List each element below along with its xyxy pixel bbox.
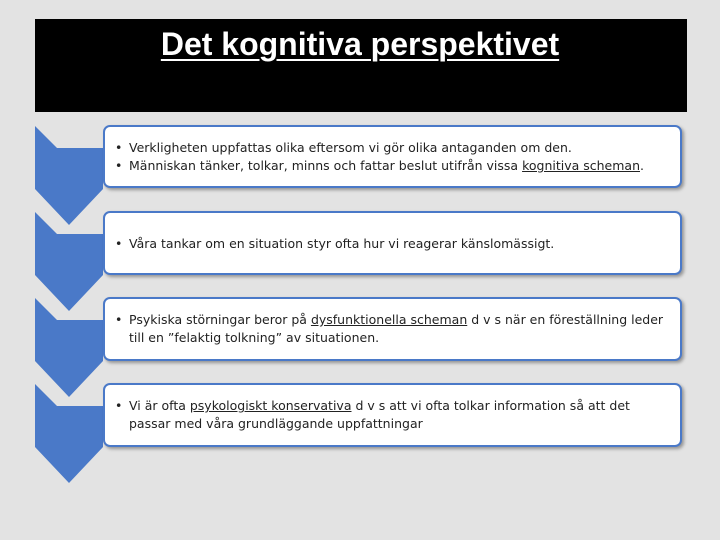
bullet-item (115, 157, 670, 175)
card-1 (103, 125, 682, 188)
underlined-term: psykologiskt konservativa (189, 398, 352, 413)
bullet-item (115, 235, 670, 253)
bullet-text: Psykiska störningar beror på (129, 312, 311, 327)
card-4 (103, 383, 682, 447)
bullet-text: . (640, 158, 644, 173)
card-3 (103, 297, 682, 361)
chevron-3 (35, 298, 103, 397)
bullet-text: Människan tänker, tolkar, minns och fattar beslut utifrån vissa (129, 158, 523, 173)
bullet-text: Våra tankar om en situation styr ofta hur vi reagerar känslomässigt. (129, 236, 555, 251)
bullet-item (115, 397, 670, 433)
bullet-item (115, 139, 670, 157)
card-2 (103, 211, 682, 275)
underlined-term: dysfunktionella scheman (310, 312, 468, 327)
underlined-term: kognitiva scheman (522, 158, 640, 173)
slide-title: Det kognitiva perspektivet (160, 26, 560, 62)
chevron-1 (35, 126, 103, 225)
chevron-2 (35, 212, 103, 311)
bullet-text: d v s när en föreställning leder till en ”felaktig tolkning” av situationen. (129, 312, 664, 345)
bullet-text: d v s att vi ofta tolkar information så att det passar med våra grundläggande uppfattningar (129, 398, 630, 431)
bullet-item (115, 311, 670, 347)
chevron-4 (35, 384, 103, 483)
bullet-text: Vi är ofta (129, 398, 190, 413)
bullet-text: Verkligheten uppfattas olika eftersom vi gör olika antaganden om den. (129, 140, 572, 155)
